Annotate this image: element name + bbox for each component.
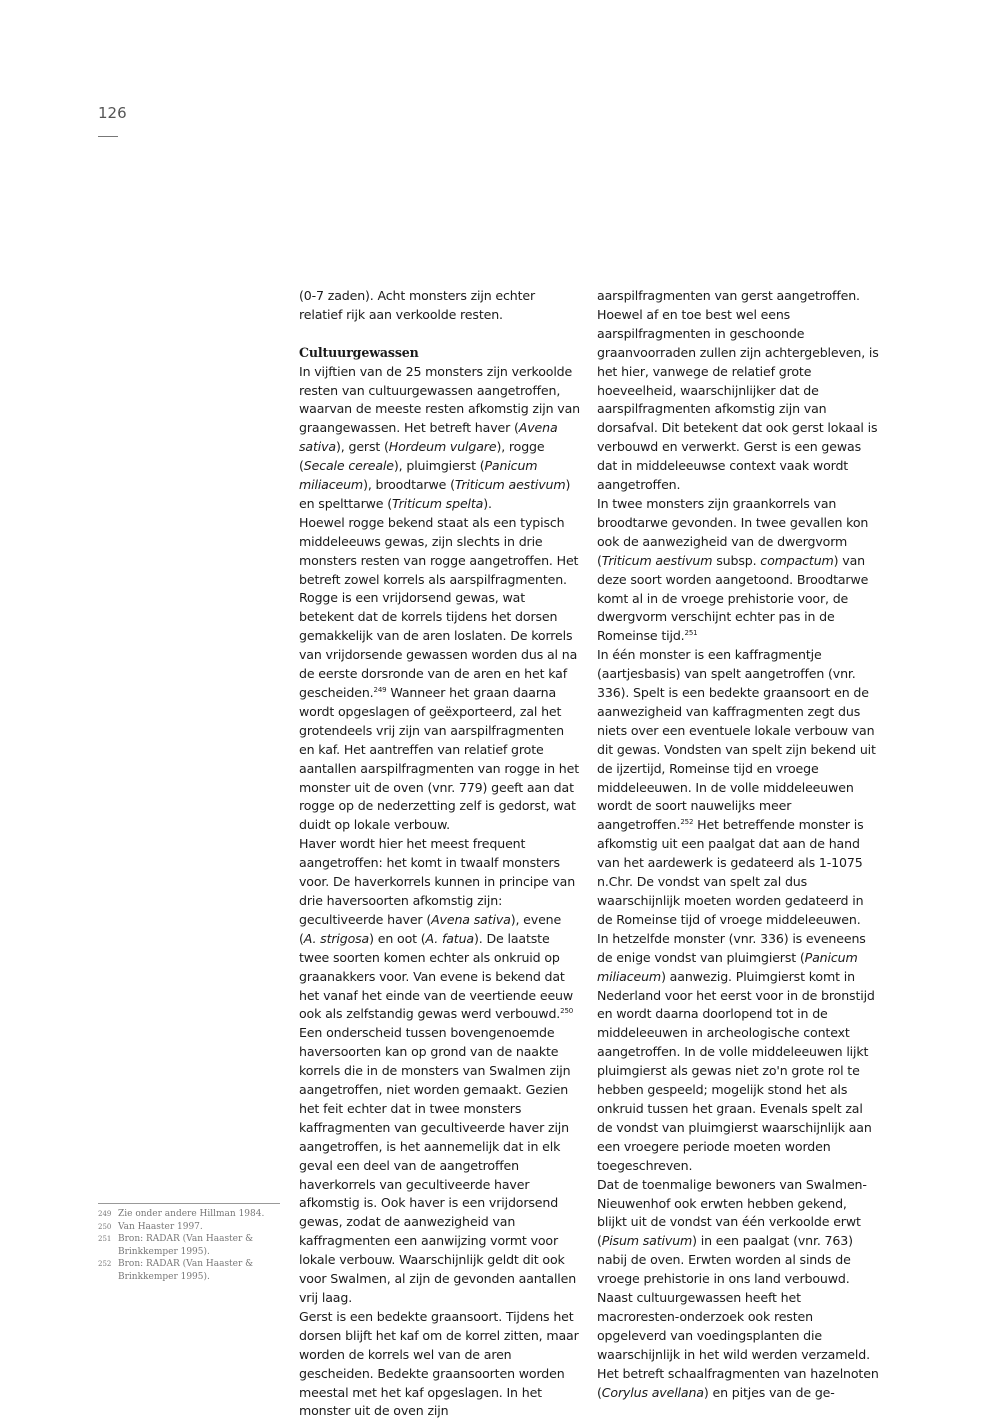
footnote-number: 249 — [98, 1210, 112, 1218]
footnote-divider — [98, 1203, 280, 1204]
paragraph: Naast cultuurgewassen heeft het macroresten-onderzoek ook resten opgeleverd van voedingsplanten die waarschijnlijk in het wild werden verzameld. Het betreft schaalfragmenten van hazelnoten (Corylus avellana) en pitjes van de ge- — [597, 1290, 879, 1400]
paragraph: In twee monsters zijn graankorrels van broodtarwe gevonden. In twee gevallen kon ook de aanwezigheid van de dwergvorm (Triticum aestivum subsp. compactum) van deze soort worden aangetoond. Broodtarwe komt al in de vroege prehistorie voor, de dwergvorm verschijnt echter pas in de Romeinse tijd.$^{251}$ — [597, 495, 869, 644]
footnote-text: Bron: RADAR (Van Haaster & Brinkkemper 1995). — [118, 1234, 254, 1257]
page-number-rule — [98, 136, 118, 137]
footnote-text: Van Haaster 1997. — [118, 1221, 203, 1232]
section-heading: Cultuurgewassen — [299, 344, 419, 360]
footnote — [98, 1233, 280, 1258]
paragraph: In hetzelfde monster (vnr. 336) is eveneens de enige vondst van pluimgierst (Panicum miliaceum) aanwezig. Pluimgierst komt in Nederland voor het eerst voor in de bronstijd en wordt daarna doorlopend tot in de middeleeuwen in archeologische context aangetroffen. In de volle middeleeuwen lijkt pluimgierst als gewas niet zo'n grote rol te hebben gespeeld; mogelijk stond het als onkruid tussen het graan. Evenals spelt zal de vondst van pluimgierst waarschijnlijk aan een vroegere periode moeten worden toegeschreven. — [597, 930, 875, 1173]
footnote-text: Zie onder andere Hillman 1984. — [118, 1209, 265, 1219]
footnote-reference[interactable]: 252 — [680, 818, 694, 827]
text-column-right — [597, 287, 879, 1402]
paragraph: Haver wordt hier het meest frequent aangetroffen: het komt in twaalf monsters voor. De haverkorrels kunnen in principe van drie haversoorten afkomstig zijn: gecultiveerde haver (Avena sativa), evene (A. strigosa) en oot (A. fatua). De laatste twee soorten komen echter als onkruid op graanakkers voor. Van evene is bekend dat het vanaf het einde van de veertiende eeuw ook als zelfstandig gewas werd verbouwd.$^{250}$ Een onderscheid tussen bovengenoemde haversoorten kan op grond van de naakte korrels die in de monsters van Swalmen zijn aangetroffen, niet worden gemaakt. Gezien het feit echter dat in twee monsters kaffragmenten van gecultiveerde haver zijn aangetroffen, is het aannemelijk dat in elk geval een deel van de aangetroffen haverkorrels van gecultiveerde haver afkomstig is. Ook haver is een vrijdorsend gewas, zodat de aanwezigheid van kaffragmenten een aanwijzing vormt voor lokale verbouw. Waarschijnlijk geldt dit ook voor Swalmen, al zijn de gevonden aantallen vrij laag. — [299, 836, 577, 1306]
paragraph: (0-7 zaden). Acht monsters zijn echter relatief rijk aan verkoolde resten. — [299, 288, 536, 322]
footnote — [98, 1258, 280, 1283]
paragraph: In vijftien van de 25 monsters zijn verkoolde resten van cultuurgewassen aangetroffen, waarvan de meeste resten afkomstig zijn van graangewassen. Het betreft haver (Avena sativa), gerst (Hordeum vulgare), rogge (Secale cereale), pluimgierst (Panicum miliaceum), broodtarwe (Triticum aestivum) en spelttarwe (Triticum spelta). — [299, 363, 580, 511]
footnote-reference[interactable]: 250 — [560, 1007, 574, 1016]
footnote — [98, 1221, 280, 1234]
text-column-left — [299, 287, 581, 1421]
paragraph: Gerst is een bedekte graansoort. Tijdens het dorsen blijft het kaf om de korrel zitten, maar worden de korrels wel van de aren gescheiden. Bedekte graansoorten worden meestal met het kaf opgeslagen. In het monster uit de oven zijn — [299, 1308, 579, 1419]
paragraph: Hoewel rogge bekend staat als een typisch middeleeuws gewas, zijn slechts in drie monsters resten van rogge aangetroffen. Het betreft zowel korrels als aarspilfragmenten. Rogge is een vrijdorsend gewas, wat betekent dat de korrels tijdens het dorsen gemakkelijk van de aren loslaten. De korrels van vrijdorsende gewassen worden dus al na de eerste dorsronde van de aren en het kaf gescheiden.$^{249}$ Wanneer het graan daarna wordt opgeslagen of geëxporteerd, zal het grotendeels vrij zijn van aarspilfragmenten en kaf. Het aantreffen van relatief grote aantallen aarspilfragmenten van rogge in het monster uit de oven (vnr. 779) geeft aan dat rogge op de nederzetting zelf is gedorst, wat duidt op lokale verbouw. — [299, 514, 580, 833]
footnote-number: 252 — [98, 1260, 112, 1269]
paragraph: aarspilfragmenten van gerst aangetroffen. Hoewel af en toe best wel eens aarspilfragmenten in geschoonde graanvoorraden zullen zijn achtergebleven, is het hier, vanwege de relatief grote hoeveelheid, waarschijnlijker dat de aarspilfragmenten afkomstig zijn van dorsafval. Dit betekent dat ook gerst lokaal is verbouwd en verwerkt. Gerst is een gewas dat in middeleeuwse context vaak wordt aangetroffen. — [597, 288, 879, 493]
paragraph: In één monster is een kaffragmentje (aartjesbasis) van spelt aangetroffen (vnr. 336). Spelt is een bedekte graansoort en de aanwezigheid van kaffragmenten zegt dus niets over een eventuele lokale verbouw van dit gewas. Vondsten van spelt zijn bekend uit de ijzertijd, Romeinse tijd en vroege middeleeuwen. In de volle middeleeuwen wordt de soort nauwelijks meer aangetroffen.$^{252}$ Het betreffende monster is afkomstig uit een paalgat dat aan de hand van het aardewerk is gedateerd als 1-1075 n.Chr. De vondst van spelt zal dus waarschijnlijk moeten worden gedateerd in de Romeinse tijd of vroege middeleeuwen. — [597, 647, 876, 927]
footnote-number: 251 — [98, 1235, 112, 1244]
footnote — [98, 1208, 280, 1221]
footnote-reference[interactable]: 249 — [373, 685, 387, 694]
footnote-text: Bron: RADAR (Van Haaster & Brinkkemper 1995). — [118, 1259, 254, 1282]
paragraph: Dat de toenmalige bewoners van Swalmen-Nieuwenhof ook erwten hebben gekend, blijkt uit de vondst van één verkoolde erwt (Pisum sativum) in een paalgat (vnr. 763) nabij de oven. Erwten worden al sinds de vroege prehistorie in ons land verbouwd. — [597, 1176, 867, 1287]
page-number: 126 — [98, 104, 127, 122]
footnotes — [98, 1208, 280, 1284]
footnote-reference[interactable]: 251 — [684, 629, 698, 638]
footnote-number: 250 — [98, 1222, 112, 1231]
